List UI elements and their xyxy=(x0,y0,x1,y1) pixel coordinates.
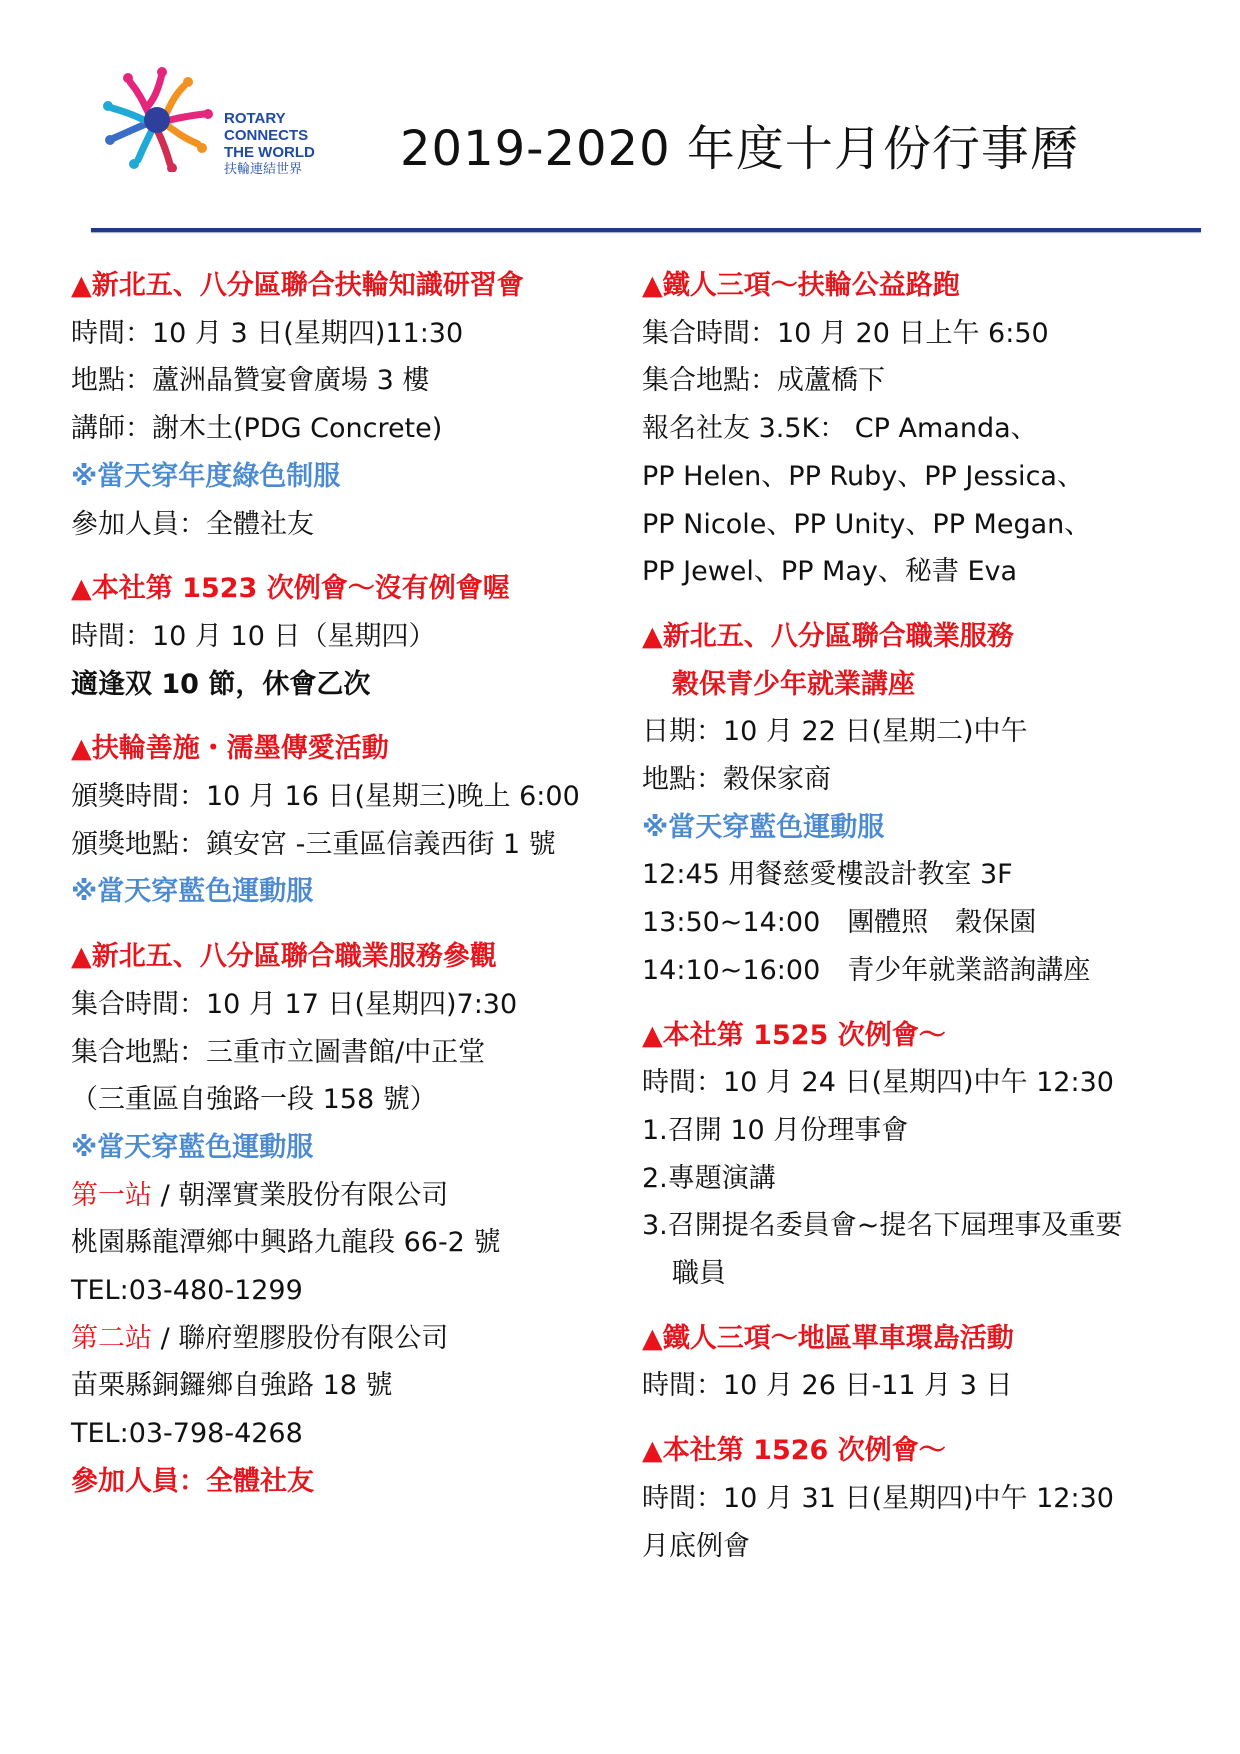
event-heading-continued: 穀保青少年就業講座 xyxy=(672,668,915,700)
participant-list: PP Jewel、PP May、秘書 Eva xyxy=(642,556,1018,588)
event-meeting-1525 xyxy=(642,1012,1187,1298)
event-youth-employment xyxy=(642,613,1187,995)
event-time: 時間：10 月 10 日（星期四） xyxy=(71,620,436,652)
event-heading: ▲新北五、八分區聯合職業服務參觀 xyxy=(71,941,497,973)
logo-line: CONNECTS xyxy=(224,127,309,144)
event-knowledge-seminar xyxy=(71,262,631,548)
left-column xyxy=(71,262,631,1506)
holiday-note: 適逢双 10 節，休會乙次 xyxy=(71,668,371,700)
stop-label: 第一站 xyxy=(71,1179,152,1211)
event-attendees: 參加人員：全體社友 xyxy=(71,508,314,540)
event-time: 時間：10 月 26 日-11 月 3 日 xyxy=(642,1370,1013,1402)
event-heading: ▲新北五、八分區聯合扶輪知識研習會 xyxy=(71,270,524,301)
right-column xyxy=(642,262,1187,1570)
event-subtitle: 月底例會 xyxy=(642,1530,750,1562)
event-heading: ▲鐵人三項～扶輪公益路跑 xyxy=(642,270,960,301)
stop-phone: TEL:03-798-4268 xyxy=(71,1418,303,1450)
header-divider xyxy=(91,228,1201,232)
logo-line: THE WORLD xyxy=(224,144,315,161)
event-place: 頒獎地點：鎮安宮 -三重區信義西街 1 號 xyxy=(71,828,556,860)
page-title: 2019-2020 年度十月份行事曆 xyxy=(400,121,1079,177)
event-speaker: 講師：謝木土(PDG Concrete) xyxy=(71,413,443,445)
event-heading: ▲扶輪善施・濡墨傳愛活動 xyxy=(71,733,389,765)
dress-code-note: ※當天穿年度綠色制服 xyxy=(71,460,341,492)
event-time: 時間：10 月 24 日(星期四)中午 12:30 xyxy=(642,1067,1114,1099)
event-vocational-visit xyxy=(71,933,631,1505)
dress-code-note: ※當天穿藍色運動服 xyxy=(642,811,885,843)
event-address: （三重區自強路一段 158 號） xyxy=(71,1084,437,1116)
event-place: 地點：穀保家商 xyxy=(642,764,831,796)
event-cycling-tour xyxy=(642,1315,1187,1410)
event-heading: ▲新北五、八分區聯合職業服務 xyxy=(642,620,1014,652)
rotary-logo xyxy=(100,62,360,192)
event-heading: ▲鐵人三項～地區單車環島活動 xyxy=(642,1322,1014,1354)
agenda-item: 1.召開 10 月份理事會 xyxy=(642,1114,909,1146)
event-charity-run xyxy=(642,262,1187,596)
event-place: 地點：蘆洲晶贊宴會廣場 3 樓 xyxy=(71,365,430,397)
participant-list: PP Nicole、PP Unity、PP Megan、 xyxy=(642,508,1092,540)
logo-line: ROTARY xyxy=(224,110,286,127)
dress-code-note: ※當天穿藍色運動服 xyxy=(71,876,314,908)
rotary-emblem-icon xyxy=(100,62,224,172)
event-place: 集合地點：三重市立圖書館/中正堂 xyxy=(71,1036,486,1068)
event-time: 頒獎時間：10 月 16 日(星期三)晚上 6:00 xyxy=(71,781,580,813)
event-time: 時間：10 月 31 日(星期四)中午 12:30 xyxy=(642,1482,1114,1514)
stop-label: 第二站 xyxy=(71,1322,152,1354)
schedule-item: 13:50~14:00 團體照 穀保園 xyxy=(642,907,1037,939)
schedule-item: 14:10~16:00 青少年就業諮詢講座 xyxy=(642,954,1091,986)
event-attendees: 參加人員：全體社友 xyxy=(71,1465,314,1497)
stop-one xyxy=(71,1172,631,1220)
stop-company: / 朝澤實業股份有限公司 xyxy=(152,1179,449,1211)
agenda-item: 3.召開提名委員會~提名下屆理事及重要 xyxy=(642,1210,1123,1242)
logo-text xyxy=(224,110,315,178)
stop-address: 苗栗縣銅鑼鄉自強路 18 號 xyxy=(71,1370,393,1402)
event-place: 集合地點：成蘆橋下 xyxy=(642,365,885,397)
event-meeting-1523 xyxy=(71,565,631,708)
stop-two xyxy=(71,1315,631,1363)
event-time: 集合時間：10 月 20 日上午 6:50 xyxy=(642,317,1049,349)
event-date: 日期：10 月 22 日(星期二)中午 xyxy=(642,716,1028,748)
dress-code-note: ※當天穿藍色運動服 xyxy=(71,1131,314,1163)
event-heading: ▲本社第 1523 次例會～沒有例會喔 xyxy=(71,573,510,605)
participant-list: 報名社友 3.5K： CP Amanda、 xyxy=(642,413,1038,445)
event-time: 時間：10 月 3 日(星期四)11:30 xyxy=(71,317,464,349)
agenda-item-continued: 職員 xyxy=(672,1258,726,1290)
schedule-item: 12:45 用餐慈愛樓設計教室 3F xyxy=(642,859,1013,891)
event-time: 集合時間：10 月 17 日(星期四)7:30 xyxy=(71,988,518,1020)
stop-company: / 聯府塑膠股份有限公司 xyxy=(152,1322,449,1354)
event-heading: ▲本社第 1525 次例會～ xyxy=(642,1019,946,1051)
event-charity-ink xyxy=(71,725,631,916)
participant-list: PP Helen、PP Ruby、PP Jessica、 xyxy=(642,460,1084,492)
agenda-item: 2.專題演講 xyxy=(642,1162,776,1194)
event-meeting-1526 xyxy=(642,1427,1187,1570)
logo-line: 扶輪連結世界 xyxy=(224,162,303,177)
stop-address: 桃園縣龍潭鄉中興路九龍段 66-2 號 xyxy=(71,1227,501,1259)
stop-phone: TEL:03-480-1299 xyxy=(71,1275,303,1307)
event-heading: ▲本社第 1526 次例會～ xyxy=(642,1435,946,1467)
